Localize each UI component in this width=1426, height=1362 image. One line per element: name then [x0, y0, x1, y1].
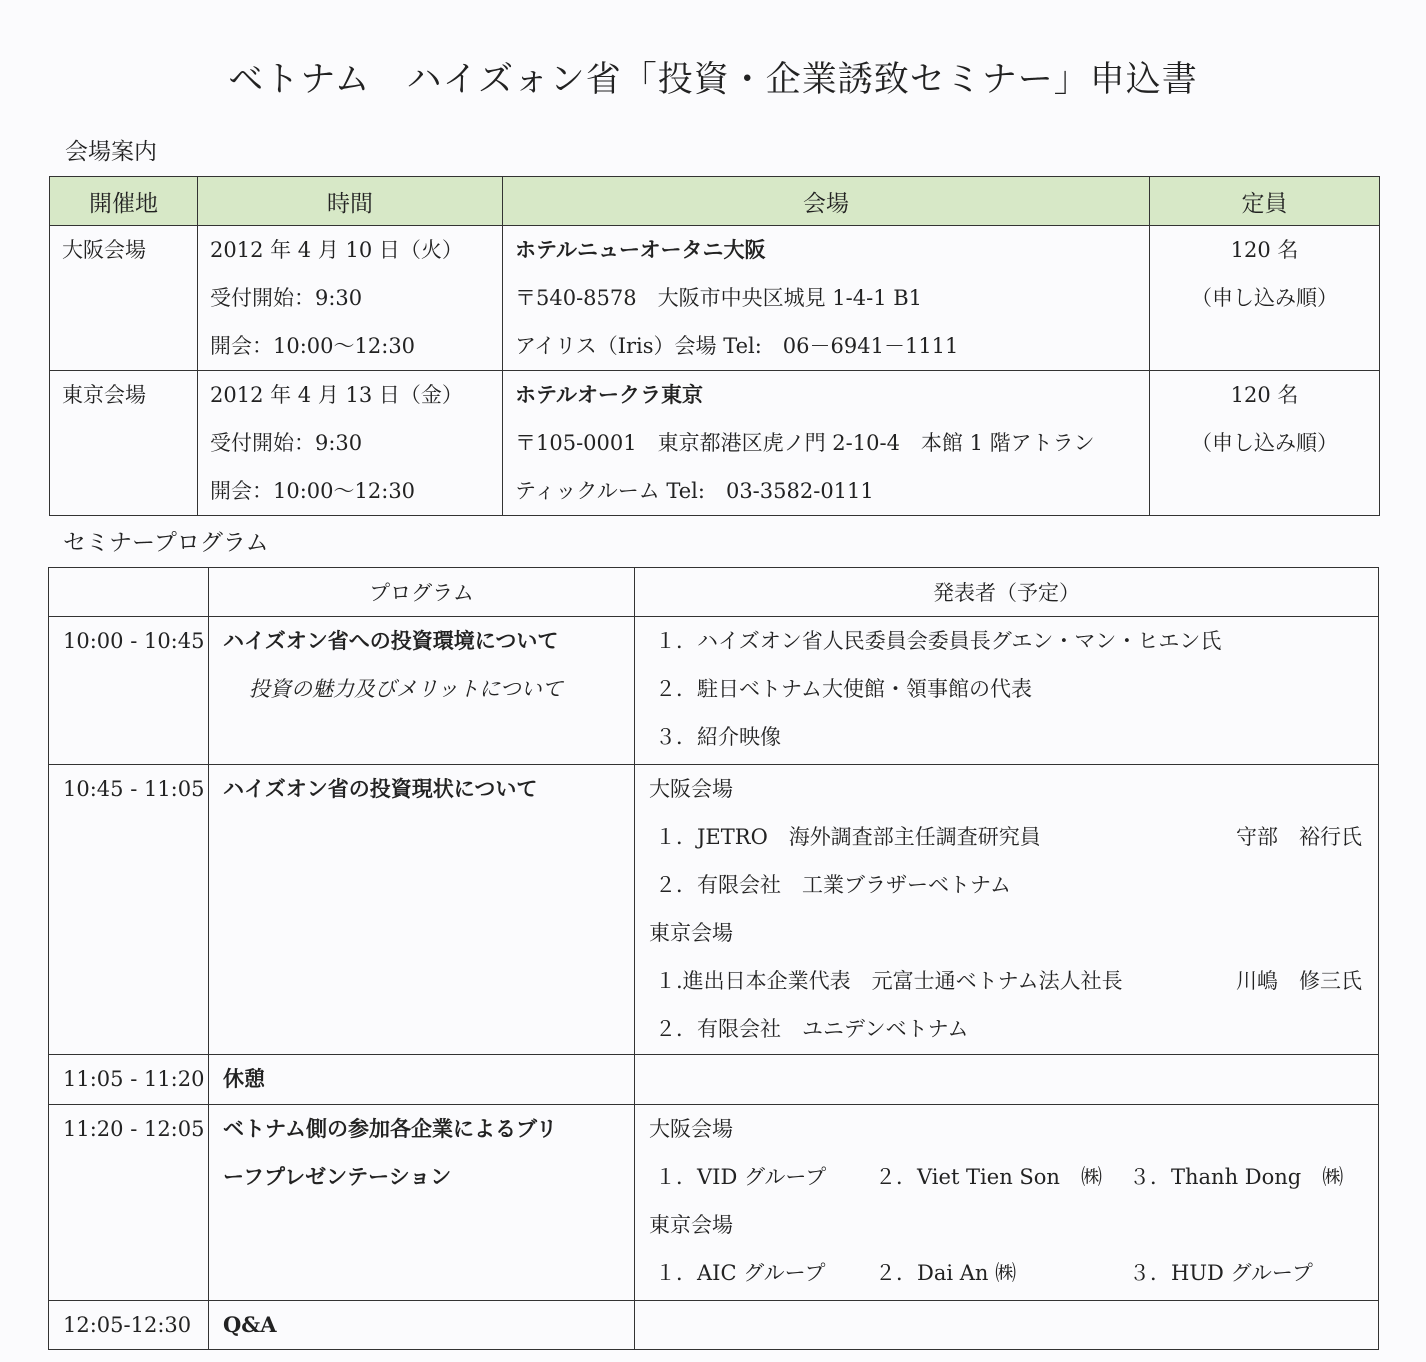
program-subtitle: 投資の魅力及びメリットについて: [249, 677, 563, 701]
program-title: ベトナム側の参加各企業によるブリ: [223, 1116, 558, 1141]
capacity-note: （申し込み順）: [1191, 431, 1338, 455]
document-title: ベトナム ハイズォン省「投資・企業誘致セミナー」申込書: [228, 60, 1198, 100]
place-name: 東京会場: [62, 383, 146, 407]
program-row: [49, 617, 1379, 765]
program-table: [48, 567, 1379, 1350]
program-title: ハイズオン省への投資環境について: [223, 628, 559, 653]
presenters-cell: [635, 617, 1379, 765]
program-title-cont: ーフプレゼンテーション: [223, 1164, 452, 1189]
company-list: [635, 1249, 1378, 1297]
venue-subheading: 東京会場: [649, 1213, 733, 1237]
capacity-number: 120 名: [1230, 238, 1299, 262]
presenter-role: １．JETRO 海外調査部主任調査研究員: [655, 825, 1041, 849]
venue-section-label: 会場案内: [65, 139, 157, 165]
event-date: 2012 年 4 月 13 日（金）: [210, 383, 463, 407]
presenter-item: ２．有限会社 ユニデンベトナム: [655, 1017, 969, 1041]
program-row: [49, 1105, 1379, 1301]
program-row: [49, 1301, 1379, 1350]
program-header-row: [49, 568, 1379, 617]
presenter-item: １．ハイズオン省人民委員会委員長グエン・マン・ヒエン氏: [655, 629, 1222, 653]
time-slot: 11:20 - 12:05: [63, 1117, 205, 1141]
opening-time: 開会：10:00～12:30: [210, 334, 416, 358]
program-title: Q&A: [223, 1312, 277, 1337]
presenter-item: ２．有限会社 工業ブラザーベトナム: [655, 873, 1011, 897]
presenter-item: [635, 957, 1378, 1005]
venue-room-tel: ティックルーム Tel: 03-3582-0111: [515, 479, 874, 503]
program-cell: [209, 765, 635, 1055]
place-name: 大阪会場: [62, 238, 146, 262]
capacity-cell: [1150, 371, 1380, 516]
time-cell: [198, 371, 503, 516]
venue-header-row: [50, 177, 1380, 226]
presenter-item: ３．紹介映像: [655, 725, 781, 749]
program-cell: [209, 1105, 635, 1301]
presenters-cell: [635, 1105, 1379, 1301]
presenter-item: [635, 813, 1378, 861]
time-cell: [198, 226, 503, 371]
time-slot-cell: [49, 1055, 209, 1105]
company-item: １．AIC グループ: [655, 1261, 826, 1285]
venue-address: 〒540-8578 大阪市中央区城見 1-4-1 B1: [515, 286, 923, 310]
presenters-cell: [635, 1301, 1379, 1350]
venue-cell: [503, 371, 1150, 516]
program-section-label: セミナープログラム: [63, 530, 269, 556]
presenter-name: 川嶋 修三氏: [1236, 969, 1362, 993]
company-item: ２．Dai An ㈱: [875, 1261, 1017, 1285]
time-slot-cell: [49, 765, 209, 1055]
reception-start: 受付開始：9:30: [210, 431, 363, 455]
company-item: ３．Thanh Dong ㈱: [1129, 1165, 1344, 1189]
venue-subheading: 大阪会場: [649, 777, 733, 801]
place-cell: [50, 226, 198, 371]
venue-room-tel: アイリス（Iris）会場 Tel: 06－6941－1111: [515, 334, 959, 358]
venue-name: ホテルニューオータニ大阪: [515, 237, 766, 262]
venue-subheading: 東京会場: [649, 921, 733, 945]
time-slot-cell: [49, 1105, 209, 1301]
capacity-number: 120 名: [1230, 383, 1299, 407]
event-date: 2012 年 4 月 10 日（火）: [210, 238, 463, 262]
program-title: ハイズオン省の投資現状について: [223, 776, 538, 801]
opening-time: 開会：10:00～12:30: [210, 479, 416, 503]
company-item: ２．Viet Tien Son ㈱: [875, 1165, 1102, 1189]
place-cell: [50, 371, 198, 516]
reception-start: 受付開始：9:30: [210, 286, 363, 310]
capacity-note: （申し込み順）: [1191, 286, 1338, 310]
program-cell: [209, 1301, 635, 1350]
venue-table: [49, 176, 1380, 516]
header-place: 開催地: [50, 177, 198, 226]
header-presenters: 発表者（予定）: [635, 568, 1379, 617]
capacity-cell: [1150, 226, 1380, 371]
program-title: 休憩: [223, 1066, 265, 1091]
venue-cell: [503, 226, 1150, 371]
presenter-name: 守部 裕行氏: [1236, 825, 1362, 849]
header-time-slot: [49, 568, 209, 617]
program-cell: [209, 617, 635, 765]
presenters-cell: [635, 765, 1379, 1055]
venue-row-tokyo: [50, 371, 1380, 516]
presenter-item: ２．駐日ベトナム大使館・領事館の代表: [655, 677, 1032, 701]
venue-name: ホテルオークラ東京: [515, 382, 703, 407]
program-row: [49, 765, 1379, 1055]
time-slot: 10:00 - 10:45: [63, 629, 205, 653]
header-capacity: 定員: [1150, 177, 1380, 226]
company-item: ３．HUD グループ: [1129, 1261, 1313, 1285]
venue-subheading: 大阪会場: [649, 1117, 733, 1141]
program-cell: [209, 1055, 635, 1105]
company-list: [635, 1153, 1378, 1201]
header-time: 時間: [198, 177, 503, 226]
company-item: １．VID グループ: [655, 1165, 827, 1189]
time-slot-cell: [49, 1301, 209, 1350]
header-program: プログラム: [209, 568, 635, 617]
presenters-cell: [635, 1055, 1379, 1105]
time-slot: 10:45 - 11:05: [63, 777, 205, 801]
program-row: [49, 1055, 1379, 1105]
venue-address: 〒105-0001 東京都港区虎ノ門 2-10-4 本館 1 階アトラン: [515, 431, 1095, 455]
time-slot: 11:05 - 11:20: [63, 1067, 205, 1091]
venue-row-osaka: [50, 226, 1380, 371]
presenter-role: １.進出日本企業代表 元富士通ベトナム法人社長: [655, 969, 1123, 993]
time-slot: 12:05-12:30: [63, 1313, 192, 1337]
header-venue: 会場: [503, 177, 1150, 226]
time-slot-cell: [49, 617, 209, 765]
